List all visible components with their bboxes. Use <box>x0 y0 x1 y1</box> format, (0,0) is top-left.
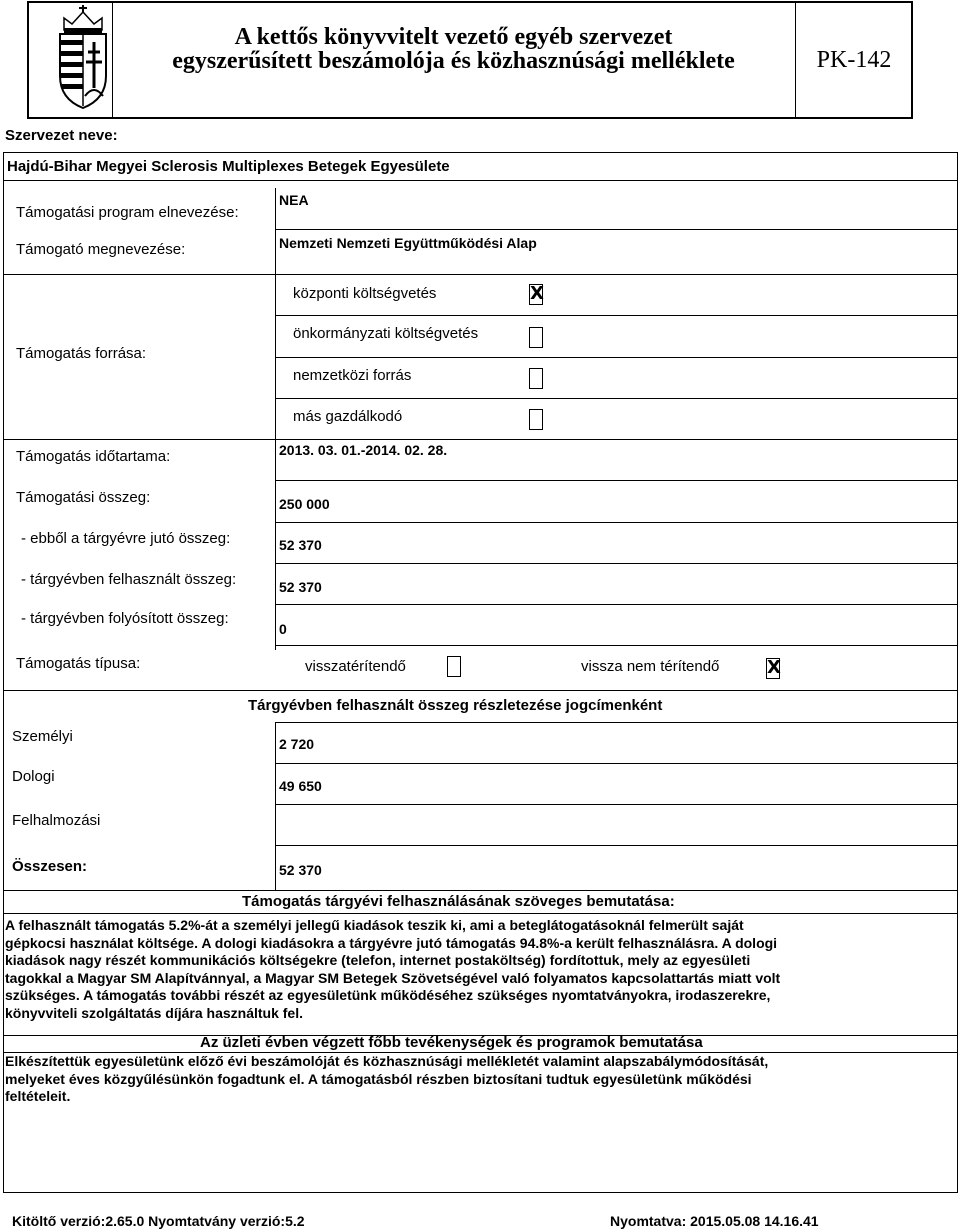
activities-line: Elkészítettük egyesületünk előző évi beszámolóját és közhasznúsági mellékletét valamint alapszabálymódosítását, <box>5 1053 769 1069</box>
source-label: Támogatás forrása: <box>16 345 147 362</box>
form-left-border <box>3 181 4 1037</box>
source-central-checkbox[interactable]: X <box>530 283 544 304</box>
activities-line: feltételeit. <box>5 1088 71 1104</box>
activities-box <box>3 1035 958 1193</box>
total-label: Összesen: <box>12 858 88 875</box>
rule-after-period <box>275 480 958 481</box>
value-column-divider-lower <box>275 722 276 890</box>
rule-after-grantor <box>3 274 958 275</box>
paid-amount-label: - tárgyévben folyósított összeg: <box>21 610 229 627</box>
usage-text <box>5 917 955 1022</box>
rule-after-source <box>3 439 958 440</box>
type-refundable-label: visszatérítendő <box>305 658 406 675</box>
usage-line: könyvviteli szolgáltatás díjára használtuk fel. <box>5 1004 303 1021</box>
amount-label: Támogatási összeg: <box>16 489 151 506</box>
org-name-label: Szervezet neve: <box>5 127 118 144</box>
rule-after-capital <box>275 845 958 846</box>
total-value: 52 370 <box>279 862 322 878</box>
rule-after-total <box>3 890 958 891</box>
personal-label: Személyi <box>12 728 73 745</box>
hungarian-coat-of-arms-icon <box>50 4 116 112</box>
rule-after-used <box>275 604 958 605</box>
source-business-label: más gazdálkodó <box>293 408 403 425</box>
type-refundable-checkbox[interactable] <box>447 656 461 677</box>
source-business-checkbox[interactable] <box>529 409 543 430</box>
rule-after-year <box>275 563 958 564</box>
activities-heading: Az üzleti évben végzett főbb tevékenységek és programok bemutatása <box>200 1034 703 1051</box>
rule-after-breakdown-heading <box>275 722 958 723</box>
rule-source-2 <box>275 357 958 358</box>
grantor-value: Nemzeti Nemzeti Együttműködési Alap <box>279 235 537 251</box>
rule-source-3 <box>275 398 958 399</box>
rule-after-material <box>275 804 958 805</box>
form-title-line1: A kettős könyvvitelt vezető egyéb szervezet <box>234 24 673 50</box>
used-amount-label: - tárgyévben felhasznált összeg: <box>21 571 237 588</box>
usage-line: A felhasznált támogatás 5.2%-át a személyi jellegű kiadások teszik ki, ami a beteglátogatásoknál felmerült saját <box>5 917 744 933</box>
program-value: NEA <box>279 192 309 208</box>
type-nonrefundable-checkbox[interactable]: X <box>767 657 781 678</box>
paid-amount-value: 0 <box>279 621 287 637</box>
footer-printed: Nyomtatva: 2015.05.08 14.16.41 <box>610 1213 819 1229</box>
usage-heading: Támogatás tárgyévi felhasználásának szöveges bemutatása: <box>242 893 675 910</box>
activities-line: melyeket éves közgyűlésünkön fogadtunk el. A támogatásból részben biztosítani tudtuk egyesületünk működési <box>5 1070 752 1087</box>
rule-after-program <box>275 229 958 230</box>
form-code: PK-142 <box>816 47 892 73</box>
period-label: Támogatás időtartama: <box>16 448 171 465</box>
usage-line: gépkocsi használat költsége. A dologi kiadásokra a tárgyévre jutó támogatás 94.8%-a került felhasználásra. A dologi <box>5 934 778 951</box>
year-amount-value: 52 370 <box>279 537 322 553</box>
source-international-checkbox[interactable] <box>529 368 543 389</box>
rule-before-breakdown <box>3 690 958 691</box>
rule-after-paid <box>275 645 958 646</box>
breakdown-heading: Tárgyévben felhasznált összeg részletezése jogcímenként <box>248 697 663 714</box>
rule-after-amount <box>275 522 958 523</box>
usage-line: kiadások nagy részét kommunikációs költségekre (telefon, internet postaköltség) fordítottuk, mely az egyesületi <box>5 952 751 968</box>
capital-label: Felhalmozási <box>12 812 101 829</box>
source-municipal-label: önkormányzati költségvetés <box>293 325 479 342</box>
material-value: 49 650 <box>279 778 322 794</box>
rule-usage-text-top <box>3 913 958 914</box>
org-name-value: Hajdú-Bihar Megyei Sclerosis Multiplexes Betegek Egyesülete <box>7 158 450 175</box>
type-nonrefundable-label: vissza nem térítendő <box>581 658 720 675</box>
source-international-label: nemzetközi forrás <box>293 367 412 384</box>
period-value: 2013. 03. 01.-2014. 02. 28. <box>279 442 448 458</box>
rule-after-personal <box>275 763 958 764</box>
grant-type-label: Támogatás típusa: <box>16 655 141 672</box>
usage-line: tagokkal a Magyar SM Alapítvánnyal, a Magyar SM Betegek Szövetségével való folyamatos kapcsolattartás miatt volt <box>5 969 781 986</box>
form-right-border <box>957 181 958 1037</box>
program-label: Támogatási program elnevezése: <box>16 204 239 221</box>
used-amount-value: 52 370 <box>279 579 322 595</box>
amount-value: 250 000 <box>279 496 330 512</box>
value-column-divider <box>275 188 276 650</box>
usage-line: szükséges. A támogatás további részét az egyesületünk működéséhez szükséges nyomtatványokra, irodaszerekre, <box>5 987 771 1003</box>
form-title-line2: egyszerűsített beszámolója és közhasznúsági melléklete <box>172 48 735 74</box>
footer-version: Kitöltő verzió:2.65.0 Nyomtatvány verzió:5.2 <box>12 1213 305 1229</box>
year-amount-label: - ebből a tárgyévre jutó összeg: <box>21 530 231 547</box>
material-label: Dologi <box>12 768 55 785</box>
rule-source-1 <box>275 315 958 316</box>
grantor-label: Támogató megnevezése: <box>16 241 186 258</box>
source-municipal-checkbox[interactable] <box>529 327 543 348</box>
personal-value: 2 720 <box>279 736 315 752</box>
source-central-label: központi költségvetés <box>293 285 437 302</box>
